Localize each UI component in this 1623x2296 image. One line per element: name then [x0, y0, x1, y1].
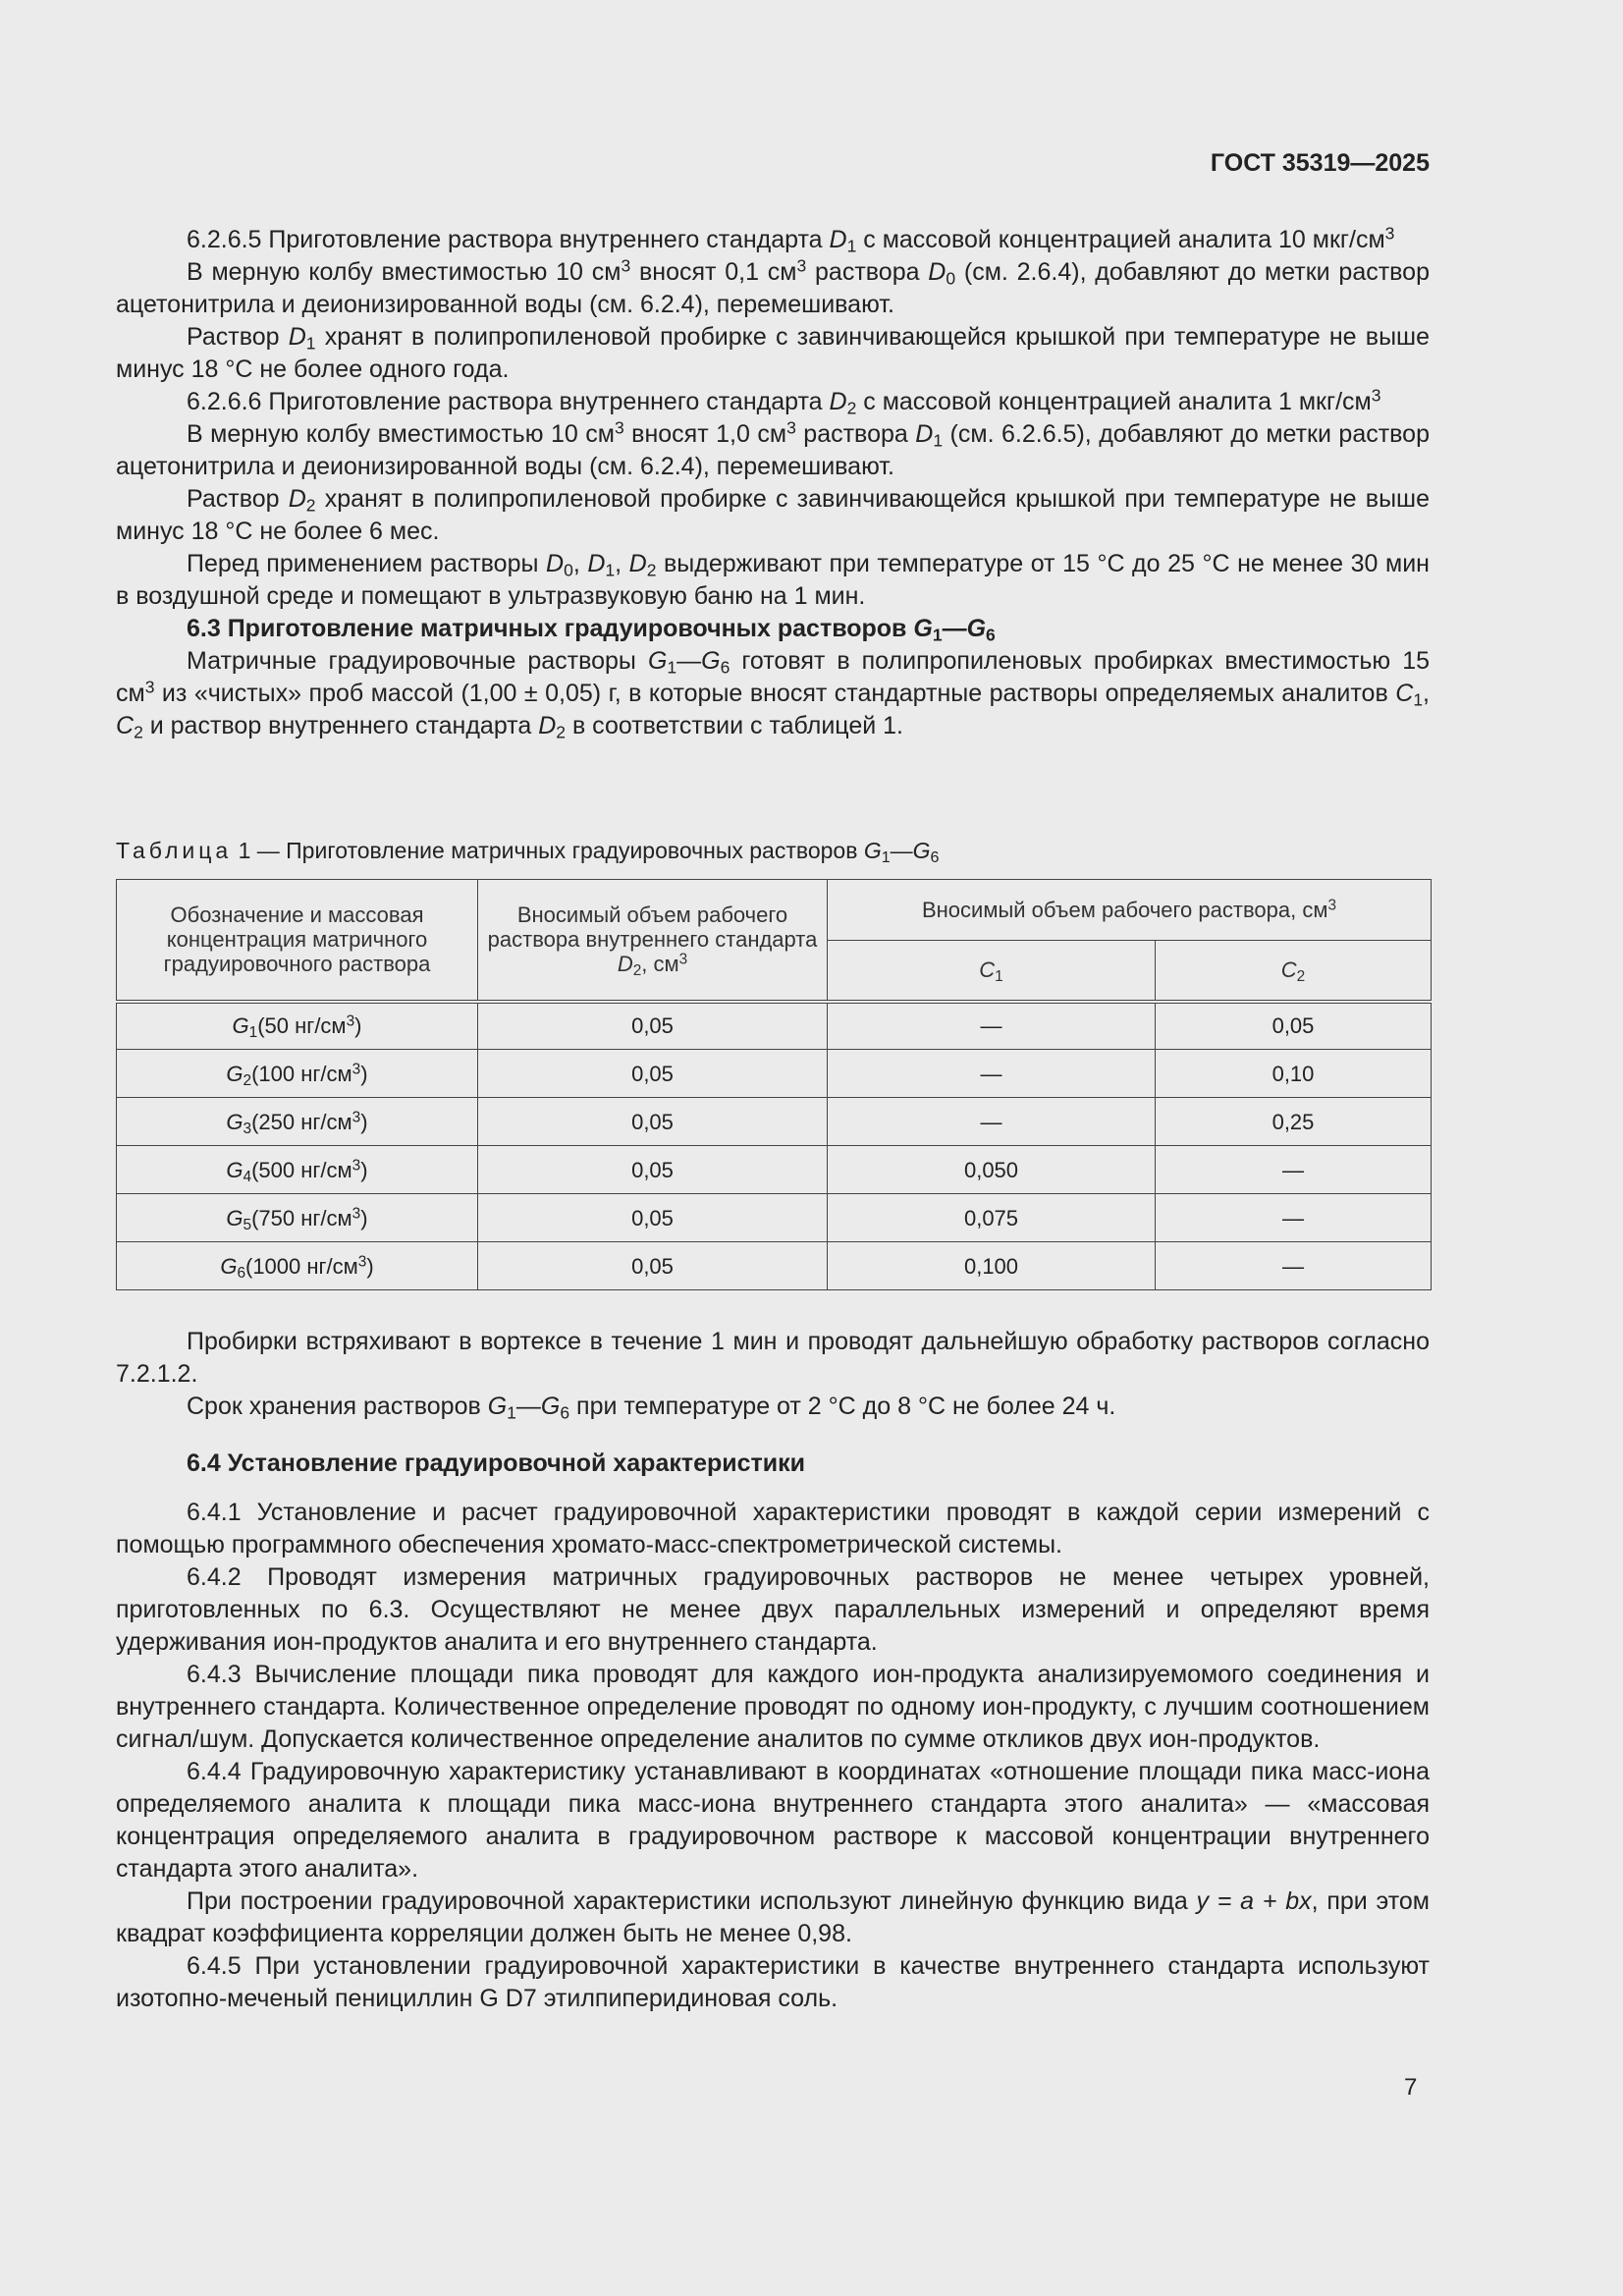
paragraph-6266-method	[116, 418, 1430, 483]
text: вносят 1,0 см	[623, 420, 787, 448]
cell-c1: 0,100	[828, 1242, 1156, 1290]
text: с массовой концентрацией аналита 1 мкг/см	[856, 388, 1372, 415]
table-row	[117, 1242, 1432, 1290]
subscript: 6	[720, 657, 730, 678]
text: и раствор внутреннего стандарта	[142, 712, 539, 739]
symbol-g: G	[913, 615, 933, 642]
paragraph-6-4-5: 6.4.5 При установлении градуировочной характеристики в качестве внутреннего стандарта используют изотопно-меченый пенициллин G D7 этилпиперидиновая соль.	[116, 1952, 1430, 2012]
formula: y = a + bx	[1196, 1887, 1312, 1915]
superscript: 3	[614, 417, 624, 438]
subscript: 6	[930, 848, 940, 867]
section-6-2-6-5	[116, 224, 1430, 742]
text: В мерную колбу вместимостью 10 см	[187, 258, 622, 286]
cell-c2: 0,10	[1156, 1050, 1432, 1098]
superscript: 3	[1384, 223, 1395, 244]
superscript: 3	[678, 951, 688, 968]
page-number: 7	[1404, 2074, 1418, 2101]
text: ,	[572, 550, 588, 577]
text: в соответствии с таблицей 1.	[566, 712, 903, 739]
text: готовят в полипропиленовых пробирках вместимостью 15 см	[116, 647, 1430, 707]
text: 6.3 Приготовление матричных градуировочных растворов	[187, 615, 914, 642]
symbol-g: G	[540, 1393, 561, 1420]
text: вносят 0,1 см	[630, 258, 797, 286]
text: , см	[641, 952, 679, 977]
calibration-table	[116, 879, 1432, 1290]
subscript: 2	[134, 722, 143, 742]
table-header	[117, 880, 1432, 1002]
symbol-g: G	[487, 1393, 508, 1420]
text: раствора	[795, 420, 916, 448]
cell-d2: 0,05	[478, 1194, 828, 1242]
symbol-d: D	[538, 712, 557, 739]
text: Вносимый объем рабочего раствора внутреннего стандарта	[487, 902, 818, 953]
subscript: 1	[507, 1402, 516, 1423]
subscript: 2	[646, 560, 657, 580]
subscript: 6	[237, 1264, 245, 1282]
table-row	[117, 1194, 1432, 1242]
symbol-d: D	[546, 550, 565, 577]
header-c2	[1156, 941, 1432, 1002]
superscript: 3	[346, 1012, 355, 1030]
subscript: 1	[933, 430, 944, 451]
text: (250 нг/см	[251, 1109, 352, 1134]
superscript: 3	[357, 1252, 367, 1270]
text: —	[676, 647, 702, 675]
header-working-solution-volume	[828, 880, 1432, 941]
subscript: 2	[632, 962, 642, 980]
cell-designation: $G_4(500$ $нг/см^3$)	[117, 1146, 478, 1194]
paragraph-6266-title	[116, 386, 1430, 418]
table-body	[117, 1002, 1432, 1290]
text: раствора	[806, 258, 929, 286]
paragraph-6-4-3: 6.4.3 Вычисление площади пика проводят для каждого ион-продукта анализируемомого соединения и внутреннего стандарта. Количественное определение проводят по одному ион-продукту, с лучшим соотношением сигнал/шум. Допускается количественное определение аналитов по сумме откликов двух ион-продуктов.	[116, 1661, 1430, 1753]
symbol-d: D	[829, 226, 847, 253]
subscript: 2	[243, 1071, 252, 1089]
subscript: 2	[1296, 968, 1306, 986]
cell-c1: —	[828, 1002, 1156, 1050]
cell-designation: $G_6(1000$ $нг/см^3$)	[117, 1242, 478, 1290]
symbol-g: G	[232, 1013, 249, 1039]
subscript: 1	[667, 657, 677, 678]
caption-text: 1 — Приготовление матричных градуировочных растворов	[232, 838, 864, 863]
superscript: 3	[352, 1204, 361, 1222]
text: При построении градуировочной характеристики используют линейную функцию вида	[187, 1887, 1197, 1915]
cell-designation: $G_3(250$ $нг/см^3$)	[117, 1098, 478, 1146]
subscript: 4	[243, 1168, 252, 1185]
caption-label: Таблица	[116, 838, 233, 863]
paragraph-6-4-2: 6.4.2 Проводят измерения матричных градуировочных растворов не менее четырех уровней, приготовленных по 6.3. Осуществляют не менее двух параллельных измерений и определяют время удерживания ион-продуктов аналита и его внутреннего стандарта.	[116, 1563, 1430, 1656]
text: (50 нг/см	[257, 1013, 347, 1039]
symbol-d: D	[628, 550, 647, 577]
after-table-text	[116, 1326, 1430, 1423]
subscript: 1	[995, 968, 1003, 986]
superscript: 3	[796, 255, 807, 276]
paragraph-6265-title	[116, 224, 1430, 256]
superscript: 3	[352, 1156, 361, 1174]
cell-c2: —	[1156, 1194, 1432, 1242]
header-c1	[828, 941, 1156, 1002]
text: —	[942, 615, 967, 642]
header-internal-standard-volume	[478, 880, 828, 1002]
subscript: 1	[846, 236, 857, 256]
subscript: 0	[946, 268, 956, 289]
symbol-c: C	[1395, 680, 1414, 707]
subscript: 0	[564, 560, 573, 580]
text: (500 нг/см	[251, 1157, 352, 1182]
paragraph-6-3	[116, 645, 1430, 742]
symbol-d: D	[587, 550, 606, 577]
cell-designation: $G_5(750$ $нг/см^3$)	[117, 1194, 478, 1242]
superscript: 3	[144, 677, 155, 697]
subscript: 5	[243, 1216, 252, 1233]
symbol-d: D	[928, 258, 947, 286]
symbol-d: D	[915, 420, 934, 448]
cell-d2: 0,05	[478, 1098, 828, 1146]
heading-6-3	[116, 613, 1430, 645]
cell-c1: 0,050	[828, 1146, 1156, 1194]
text: ,	[1423, 680, 1430, 707]
text: из «чистых» проб массой (1,00 ± 0,05) г, в которые вносят стандартные растворы определяемых аналитов	[154, 680, 1396, 707]
paragraph-linear-function	[116, 1886, 1430, 1950]
symbol-g: G	[863, 838, 882, 863]
text: Вносимый объем рабочего раствора, см	[921, 898, 1328, 922]
cell-c2: 0,05	[1156, 1002, 1432, 1050]
cell-c1: 0,075	[828, 1194, 1156, 1242]
text: В мерную колбу вместимостью 10 см	[187, 420, 615, 448]
cell-designation: $G_1(50$ $нг/см^3$)	[117, 1002, 478, 1050]
symbol-g: G	[226, 1109, 243, 1134]
superscript: 3	[621, 255, 631, 276]
symbol-c: C	[1280, 957, 1297, 983]
symbol-g: G	[647, 647, 668, 675]
subscript: 6	[560, 1402, 570, 1423]
text: (см. 6.2.6.5), добавляют до метки раствор ацетонитрила и деионизированной воды (см. 6.2.4), перемешивают.	[116, 420, 1430, 480]
text: 6.2.6.6 Приготовление раствора внутреннего стандарта	[187, 388, 830, 415]
paragraph-6266-storage	[116, 483, 1430, 548]
subscript: 2	[556, 722, 566, 742]
text: хранят в полипропиленовой пробирке с завинчивающейся крышкой при температуре не выше минус 18 °С не более 6 мес.	[116, 485, 1430, 545]
table-row	[117, 1098, 1432, 1146]
symbol-g: G	[220, 1253, 238, 1279]
cell-c2: —	[1156, 1242, 1432, 1290]
superscript: 3	[352, 1108, 361, 1125]
text: с массовой концентрацией аналита 10 мкг/см	[856, 226, 1385, 253]
heading-6-4: 6.4 Установление градуировочной характеристики	[187, 1449, 806, 1477]
cell-d2: 0,05	[478, 1242, 828, 1290]
subscript: 1	[932, 625, 943, 645]
text: хранят в полипропиленовой пробирке с завинчивающейся крышкой при температуре не выше минус 18 °С не более одного года.	[116, 323, 1430, 383]
symbol-d: D	[829, 388, 847, 415]
paragraph-6-4-4: 6.4.4 Градуировочную характеристику устанавливают в координатах «отношение площади пика масс-иона определяемого аналита к площади пика масс-иона внутреннего стандарта этого аналита» — «массовая концентрация определяемого аналита в градуировочном растворе к массовой концентрации внутреннего стандарта этого аналита».	[116, 1758, 1430, 1883]
symbol-c: C	[979, 957, 996, 983]
paragraph-6266-before-use	[116, 548, 1430, 613]
cell-c2: 0,25	[1156, 1098, 1432, 1146]
text: Раствор	[187, 485, 289, 513]
text: , при этом квадрат коэффициента корреляции должен быть не менее 0,98.	[116, 1887, 1430, 1947]
subscript: 1	[1413, 689, 1424, 710]
text: (100 нг/см	[251, 1061, 352, 1086]
subscript: 1	[881, 848, 891, 867]
cell-d2: 0,05	[478, 1050, 828, 1098]
cell-d2: 0,05	[478, 1002, 828, 1050]
text: Перед применением растворы	[187, 550, 547, 577]
superscript: 3	[786, 417, 796, 438]
symbol-g: G	[912, 838, 931, 863]
superscript: 3	[1327, 897, 1337, 914]
text: 6.2.6.5 Приготовление раствора внутреннего стандарта	[187, 226, 830, 253]
symbol-d: D	[617, 952, 633, 977]
section-6-4	[116, 1497, 1430, 2015]
text: Матричные градуировочные растворы	[187, 647, 648, 675]
symbol-c: C	[116, 712, 135, 739]
text: —	[890, 838, 913, 863]
symbol-g: G	[966, 615, 987, 642]
subscript: 2	[305, 495, 316, 516]
cell-d2: 0,05	[478, 1146, 828, 1194]
text: при температуре от 2 °С до 8 °С не более 24 ч.	[569, 1393, 1116, 1420]
subscript: 1	[248, 1024, 258, 1042]
header-designation: Обозначение и массовая концентрация матричного градуировочного раствора	[117, 880, 478, 1002]
cell-c1: —	[828, 1050, 1156, 1098]
text: —	[515, 1393, 541, 1420]
paragraph-6265-method	[116, 256, 1430, 321]
document-code: ГОСТ 35319—2025	[1210, 149, 1430, 177]
subscript: 6	[986, 625, 996, 645]
text: Срок хранения растворов	[187, 1393, 488, 1420]
symbol-g: G	[226, 1157, 243, 1182]
paragraph-storage-term	[116, 1391, 1430, 1423]
table-row	[117, 1050, 1432, 1098]
paragraph-6265-storage	[116, 321, 1430, 386]
text: Раствор	[187, 323, 289, 351]
symbol-g: G	[226, 1061, 243, 1086]
text: (см. 2.6.4), добавляют до метки раствор ацетонитрила и деионизированной воды (см. 6.2.4), перемешивают.	[116, 258, 1430, 318]
symbol-d: D	[288, 323, 306, 351]
text: (750 нг/см	[251, 1205, 352, 1230]
symbol-g: G	[226, 1205, 243, 1230]
superscript: 3	[1371, 385, 1381, 406]
cell-c2: —	[1156, 1146, 1432, 1194]
text: ,	[615, 550, 629, 577]
subscript: 2	[846, 398, 857, 418]
subscript: 1	[605, 560, 616, 580]
text: выдерживают при температуре от 15 °С до 25 °С не менее 30 мин в воздушной среде и помещают в ультразвуковую баню на 1 мин.	[116, 550, 1430, 610]
table-row	[117, 1146, 1432, 1194]
cell-designation: $G_2(100$ $нг/см^3$)	[117, 1050, 478, 1098]
symbol-g: G	[701, 647, 721, 675]
symbol-d: D	[288, 485, 306, 513]
text: (1000 нг/см	[245, 1253, 358, 1279]
paragraph-6-4-1: 6.4.1 Установление и расчет градуировочной характеристики проводят в каждой серии измерений с помощью программного обеспечения хромато-масс-спектрометрической системы.	[116, 1499, 1430, 1558]
table-caption	[116, 838, 940, 867]
superscript: 3	[352, 1060, 361, 1077]
table-row	[117, 1002, 1432, 1050]
cell-c1: —	[828, 1098, 1156, 1146]
subscript: 1	[305, 333, 316, 354]
subscript: 3	[243, 1120, 252, 1137]
paragraph-vortex: Пробирки встряхивают в вортексе в течение 1 мин и проводят дальнейшую обработку растворов согласно 7.2.1.2.	[116, 1328, 1430, 1388]
